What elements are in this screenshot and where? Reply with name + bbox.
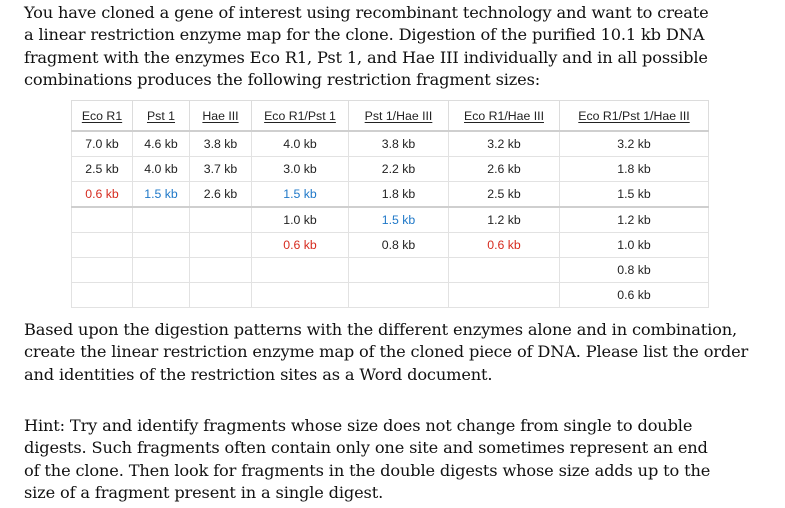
fragment-cell: 1.5 kb [349,207,449,233]
question-line: create the linear restriction enzyme map of the cloned piece of DNA. Please list the order [24,342,749,362]
fragment-cell [133,258,190,283]
fragment-cell: 3.8 kb [349,131,449,157]
question-paragraph [24,319,782,386]
fragment-cell: 0.6 kb [72,182,133,208]
fragment-cell: 1.2 kb [560,207,709,233]
fragment-cell [252,283,349,308]
table-row [72,258,709,283]
fragment-cell: 1.5 kb [252,182,349,208]
intro-line: You have cloned a gene of interest using recombinant technology and want to create [24,3,709,22]
table-row [72,283,709,308]
intro-line: fragment with the enzymes Eco R1, Pst 1, and Hae III individually and in all possible [24,47,708,67]
table-row [72,157,709,182]
fragment-cell: 3.0 kb [252,157,349,182]
hint-line: of the clone. Then look for fragments in the double digests whose size adds up to the [24,460,711,480]
intro-paragraph [24,2,782,92]
fragment-cell [72,283,133,308]
fragment-cell: 0.8 kb [349,233,449,258]
fragment-cell [133,207,190,233]
fragment-cell: 1.5 kb [133,182,190,208]
hint-line: Hint: Try and identify fragments whose size does not change from single to double [24,416,693,435]
fragment-cell: 2.5 kb [449,182,560,208]
fragment-cell: 1.2 kb [449,207,560,233]
table-row [72,131,709,157]
fragment-cell: 3.7 kb [190,157,252,182]
hint-line: size of a fragment present in a single digest. [24,483,384,503]
fragment-cell: 3.2 kb [449,131,560,157]
fragment-cell [349,258,449,283]
header-eco-r1-pst-1-hae-iii: Eco R1/Pst 1/Hae III [560,101,709,132]
fragment-cell [133,283,190,308]
intro-line: combinations produces the following restriction fragment sizes: [24,70,541,90]
fragment-cell [190,233,252,258]
fragment-cell [252,258,349,283]
fragment-cell: 0.6 kb [560,283,709,308]
fragment-cell [133,233,190,258]
fragment-cell [449,258,560,283]
hint-line: digests. Such fragments often contain only one site and sometimes represent an end [24,438,708,458]
fragment-cell: 2.2 kb [349,157,449,182]
header-eco-r1: Eco R1 [72,101,133,132]
fragment-cell [449,283,560,308]
fragment-cell [190,258,252,283]
table-row [72,207,709,233]
fragment-cell: 2.6 kb [449,157,560,182]
fragment-cell: 0.6 kb [449,233,560,258]
fragment-cell: 1.5 kb [560,182,709,208]
table-row [72,182,709,208]
fragment-cell [190,207,252,233]
header-pst-1-hae-iii: Pst 1/Hae III [349,101,449,132]
fragment-cell: 7.0 kb [72,131,133,157]
intro-line: a linear restriction enzyme map for the clone. Digestion of the purified 10.1 kb DNA [24,25,705,45]
restriction-fragment-table [71,100,709,308]
fragment-cell: 2.6 kb [190,182,252,208]
fragment-cell: 4.0 kb [252,131,349,157]
header-hae-iii: Hae III [190,101,252,132]
fragment-cell [72,258,133,283]
fragment-cell: 4.6 kb [133,131,190,157]
fragment-cell: 1.8 kb [349,182,449,208]
fragment-cell: 2.5 kb [72,157,133,182]
fragment-cell: 1.8 kb [560,157,709,182]
question-line: and identities of the restriction sites as a Word document. [24,364,493,384]
fragment-cell: 1.0 kb [252,207,349,233]
fragment-cell: 0.8 kb [560,258,709,283]
fragment-cell: 1.0 kb [560,233,709,258]
header-pst-1: Pst 1 [133,101,190,132]
table-row [72,233,709,258]
fragment-cell [190,283,252,308]
table-header-row [72,101,709,132]
fragment-cell [349,283,449,308]
fragment-cell: 0.6 kb [252,233,349,258]
fragment-cell: 3.8 kb [190,131,252,157]
hint-paragraph [24,415,782,505]
fragment-cell [72,233,133,258]
header-eco-r1-pst-1: Eco R1/Pst 1 [252,101,349,132]
question-line: Based upon the digestion patterns with the different enzymes alone and in combination, [24,320,737,339]
header-eco-r1-hae-iii: Eco R1/Hae III [449,101,560,132]
fragment-cell: 4.0 kb [133,157,190,182]
fragment-cell: 3.2 kb [560,131,709,157]
fragment-cell [72,207,133,233]
